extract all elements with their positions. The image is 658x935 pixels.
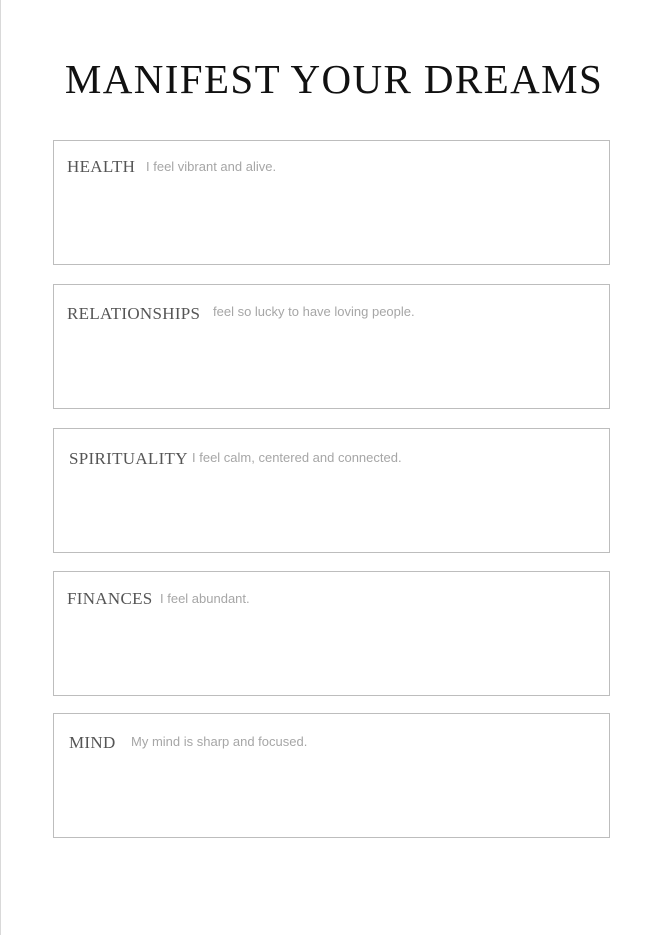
relationships-affirmation: feel so lucky to have loving people. (213, 304, 415, 319)
page-edge (0, 0, 1, 935)
health-box[interactable] (53, 140, 610, 265)
health-affirmation: I feel vibrant and alive. (146, 159, 277, 174)
spirituality-box[interactable] (53, 428, 610, 553)
mind-label: MIND (69, 733, 116, 752)
spirituality-affirmation: I feel calm, centered and connected. (192, 450, 402, 465)
finances-affirmation: I feel abundant. (160, 591, 250, 606)
finances-box[interactable] (53, 571, 610, 696)
health-label: HEALTH (67, 157, 136, 176)
relationships-box[interactable] (53, 284, 610, 409)
mind-affirmation: My mind is sharp and focused. (131, 734, 308, 749)
mind-box[interactable] (53, 713, 610, 838)
page-title: MANIFEST YOUR DREAMS (64, 56, 604, 102)
spirituality-label: SPIRITUALITY (69, 449, 188, 468)
relationships-label: RELATIONSHIPS (67, 304, 201, 323)
finances-label: FINANCES (67, 589, 153, 608)
